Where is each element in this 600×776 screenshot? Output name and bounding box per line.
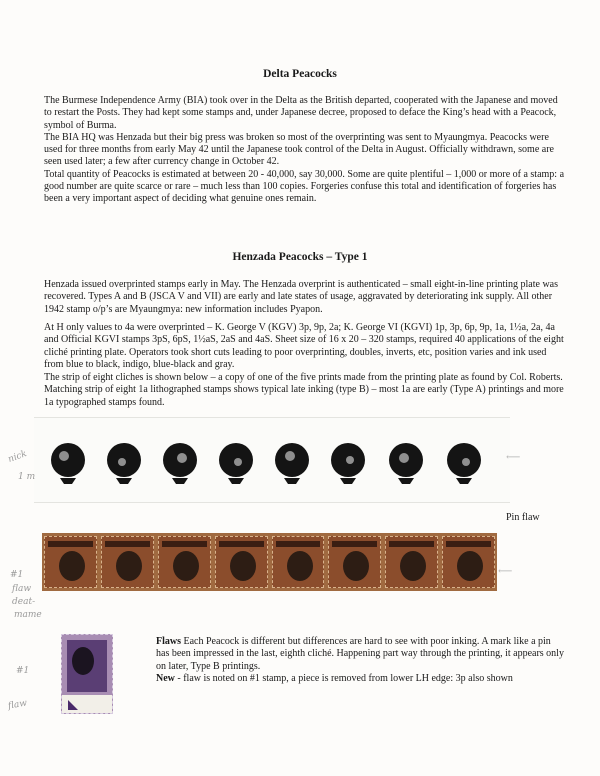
single-stamp bbox=[61, 634, 113, 714]
flaws-text: Each Peacock is different but differences are hard to see with poor inking. A mark like a pin has been impressed in the last, eighth cliché. Happening part way through the printing, it appears only on later, Type B printings. bbox=[156, 636, 564, 672]
page-title: Delta Peacocks bbox=[263, 68, 337, 80]
intro-paragraph: Total quantity of Peacocks is estimated at between 20 - 40,000, say 30,000. Some are quite plentiful – 1,000 or more of a stamp: a good number are quite scarce or rare – much less than 100 copies. Forgeries confuse this total and identification of forgeries has been a very important aspect of deciding what genuine ones remain. bbox=[44, 168, 565, 205]
paragraph-text: The strip of eight cliches is shown below – a copy of one of the five prints made from the printing plate as found by Col. Roberts. Matching strip of eight 1a lithographed stamps shows typical late inking (type B) – most 1a are early (Type A) printings and more 1a typographed stamps found. bbox=[44, 372, 564, 408]
henzada-paragraph-1 bbox=[44, 279, 564, 316]
pin-flaw-label: Pin flaw bbox=[506, 512, 540, 523]
stamp bbox=[442, 536, 495, 588]
henzada-paragraph-2 bbox=[44, 322, 564, 371]
stamp-strip bbox=[42, 533, 497, 591]
cliche-strip bbox=[34, 417, 510, 503]
cliche-impression bbox=[331, 443, 365, 484]
flaws-heading: Flaws bbox=[156, 636, 181, 647]
stamp bbox=[101, 536, 154, 588]
pencil-note: mame bbox=[14, 610, 42, 620]
stamp bbox=[385, 536, 438, 588]
cliche-impression bbox=[275, 443, 309, 484]
stamp bbox=[272, 536, 325, 588]
pencil-note: #1 bbox=[10, 570, 24, 580]
pencil-note: deat- bbox=[12, 597, 36, 607]
stamp bbox=[44, 536, 97, 588]
arrow-marker-icon: ⟵ bbox=[498, 566, 513, 577]
cliche-impressions bbox=[34, 418, 510, 502]
paragraph-text: Henzada issued overprinted stamps early in May. The Henzada overprint is authenticated – small eight-in-line printing plate was recovered. Types A and B (JSCA V and VII) are early and late states of usage, aggravated by deteriorating ink supply. All other 1942 stamp o/p’s are Myaungmya: new information includes Pyapon. bbox=[44, 279, 559, 315]
flaws-note bbox=[156, 636, 566, 685]
cliche-impression bbox=[51, 443, 85, 484]
pencil-note: nick bbox=[6, 449, 29, 465]
intro-paragraph: The BIA HQ was Henzada but their big press was broken so most of the overprinting was sent to Myaungmya. Peacocks were used for three months from early May 42 until the Japanese took control of the Delta in August. Officially withdrawn, some are seen used later; a few after currency change in October 42. bbox=[44, 131, 554, 168]
pencil-note: 1 m bbox=[18, 472, 36, 482]
stamp bbox=[328, 536, 381, 588]
pencil-note: flaw bbox=[12, 584, 32, 594]
cliche-impression bbox=[163, 443, 197, 484]
pencil-note: #1 bbox=[16, 666, 30, 676]
stamp bbox=[215, 536, 268, 588]
cliche-impression bbox=[389, 443, 423, 484]
stamp bbox=[158, 536, 211, 588]
new-text: - flaw is noted on #1 stamp, a piece is removed from lower LH edge: 3p also shown bbox=[174, 672, 513, 684]
intro-paragraph: The Burmese Independence Army (BIA) took over in the Delta as the British departed, cooperated with the Japanese and moved to restart the Posts. They had kept some stamps and, under Japanese decree, proposed to deface the King’s head with a Peacock, symbol of Burma. bbox=[44, 95, 558, 131]
new-heading: New bbox=[156, 672, 175, 684]
intro-text bbox=[44, 95, 564, 206]
henzada-paragraph-3 bbox=[44, 372, 564, 409]
section-title: Henzada Peacocks – Type 1 bbox=[232, 251, 368, 263]
pencil-note: flaw bbox=[7, 698, 28, 712]
arrow-marker-icon: ⟵ bbox=[506, 452, 521, 463]
paragraph-text: At H only values to 4a were overprinted – K. George V (KGV) 3p, 9p, 2a; K. George VI (KGVI) 1p, 3p, 6p, 9p, 1a, 1½a, 2a, 4a and Official KGVI stamps 3pS, 6pS, 1½aS, 2aS and 4aS. Sheet size of 16 x 20 – 320 stamps, required 40 applications of the eight cliché printing plate. Operators took short cuts leading to poor overprinting, doubles, inverts, etc, position varies and ink used from blue to black, indigo, blue-black and gray. bbox=[44, 322, 564, 370]
